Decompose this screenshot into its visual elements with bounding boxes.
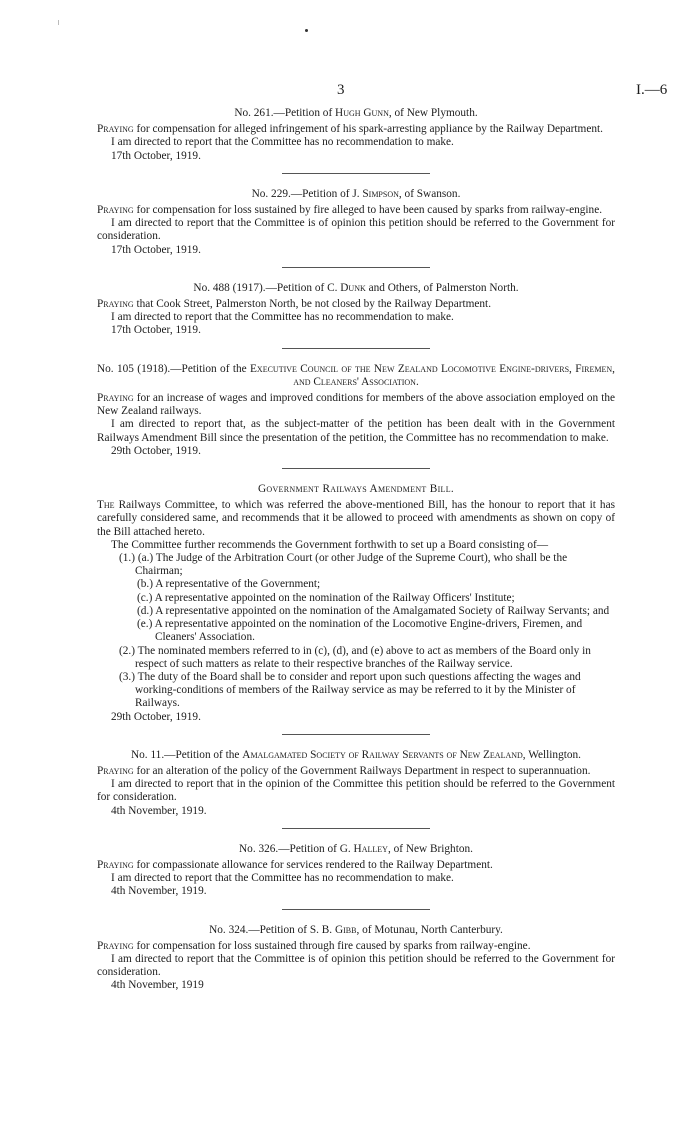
list-item: (1.) (a.) The Judge of the Arbitration Court (or other Judge of the Supreme Court), who shall be the Chairman;	[119, 552, 568, 578]
petition-prayer: Praying for an increase of wages and improved conditions for members of the above association employed on the New Zealand railways.	[97, 392, 615, 418]
section-divider	[282, 909, 430, 910]
committee-report: I am directed to report that in the opinion of the Committee this petition should be referred to the Government for consideration.	[97, 778, 615, 804]
petition-title: No. 11.—Petition of the Amalgamated Society of Railway Servants of New Zealand, Wellington.	[130, 748, 581, 761]
petition-title: No. 229.—Petition of J. Simpson, of Swanson.	[251, 187, 461, 200]
petition-prayer: Praying for compassionate allowance for services rendered to the Railway Department.	[97, 858, 493, 871]
report-date: 17th October, 1919.	[111, 149, 201, 162]
report-date: 29th October, 1919.	[111, 444, 201, 457]
board-composition-list	[97, 552, 615, 710]
petition-prayer: Praying for compensation for alleged infringement of his spark-arresting appliance by the Railway Department.	[97, 123, 603, 136]
section-divider	[282, 734, 430, 735]
committee-report: I am directed to report that the Committee is of opinion this petition should be referred to the Government for consideration.	[97, 217, 615, 243]
list-item: (2.) The nominated members referred to in (c), (d), and (e) above to act as members of the Board only in respect of such matters as relate to their respective branches of the Railway service.	[119, 644, 591, 670]
scan-dot	[305, 29, 308, 32]
list-item: (e.) A representative appointed on the nomination of the Locomotive Engine-drivers, Firemen, and Cleaners' Association.	[137, 618, 583, 644]
petition-229	[97, 188, 615, 257]
committee-report: I am directed to report that the Committee is of opinion this petition should be referred to the Government for consideration.	[97, 952, 615, 979]
section-divider	[282, 173, 430, 174]
committee-report: I am directed to report that the Committee has no recommendation to make.	[111, 136, 454, 149]
bill-report	[97, 483, 615, 724]
section-divider	[282, 267, 430, 268]
bill-further: The Committee further recommends the Government forthwith to set up a Board consisting of—	[111, 538, 549, 551]
list-item: (c.) A representative appointed on the nomination of the Railway Officers' Institute;	[137, 591, 515, 604]
list-item: (b.) A representative of the Government;	[137, 578, 321, 591]
petition-title: No. 488 (1917).—Petition of C. Dunk and Others, of Palmerston North.	[193, 281, 519, 294]
section-divider	[282, 468, 430, 469]
petition-326	[97, 843, 615, 899]
petition-prayer: Praying that Cook Street, Palmerston North, be not closed by the Railway Department.	[97, 298, 492, 311]
report-date: 4th November, 1919	[111, 979, 204, 992]
committee-report: I am directed to report that the Committee has no recommendation to make.	[111, 872, 454, 885]
bill-title: Government Railways Amendment Bill.	[257, 483, 455, 496]
committee-report: I am directed to report that the Committee has no recommendation to make.	[111, 311, 454, 324]
report-date: 17th October, 1919.	[111, 243, 201, 256]
scan-mark	[58, 20, 59, 25]
page-number: 3	[337, 82, 345, 98]
petition-105	[97, 363, 615, 458]
committee-report: I am directed to report that, as the subject-matter of the petition has been dealt with in the Government Railways Amendment Bill since the presentation of the petition, the Committee has no recommendation to make.	[97, 418, 615, 444]
petition-488	[97, 282, 615, 338]
report-date: 29th October, 1919.	[111, 710, 201, 723]
petition-261	[97, 107, 615, 163]
petition-prayer: Praying for compensation for loss sustained through fire caused by sparks from railway-engine.	[97, 939, 531, 952]
section-divider	[282, 828, 430, 829]
report-date: 17th October, 1919.	[111, 324, 201, 337]
petition-title: No. 326.—Petition of G. Halley, of New Brighton.	[239, 842, 473, 855]
report-date: 4th November, 1919.	[111, 804, 207, 817]
list-item: (d.) A representative appointed on the nomination of the Amalgamated Society of Railway Servants; and	[137, 604, 610, 617]
petition-title: No. 324.—Petition of S. B. Gibb, of Motunau, North Canterbury.	[209, 923, 503, 936]
petition-title: No. 105 (1918).—Petition of the Executive Council of the New Zealand Locomotive Engine-drivers, Firemen, and Cleaners' Association.	[97, 362, 616, 388]
petition-11	[97, 749, 615, 818]
section-divider	[282, 348, 430, 349]
document-body	[97, 107, 615, 993]
petition-title: No. 261.—Petition of Hugh Gunn, of New Plymouth.	[234, 107, 478, 119]
bill-intro: The Railways Committee, to which was referred the above-mentioned Bill, has the honour to report that it has carefully considered same, and recommends that it be allowed to proceed with amendments as shown on copy of the Bill attached hereto.	[97, 499, 615, 538]
petition-prayer: Praying for an alteration of the policy of the Government Railways Department in respect to superannuation.	[97, 764, 591, 777]
report-date: 4th November, 1919.	[111, 885, 207, 898]
list-item: (3.) The duty of the Board shall be to consider and report upon such questions affecting the wages and working-conditions of members of the Railway service as may be referred to it by the Minister of Railways.	[119, 670, 581, 710]
petition-prayer: Praying for compensation for loss sustained by fire alleged to have been caused by sparks from railway-engine.	[97, 204, 603, 217]
petition-324	[97, 924, 615, 993]
document-reference: I.—6	[636, 82, 668, 98]
